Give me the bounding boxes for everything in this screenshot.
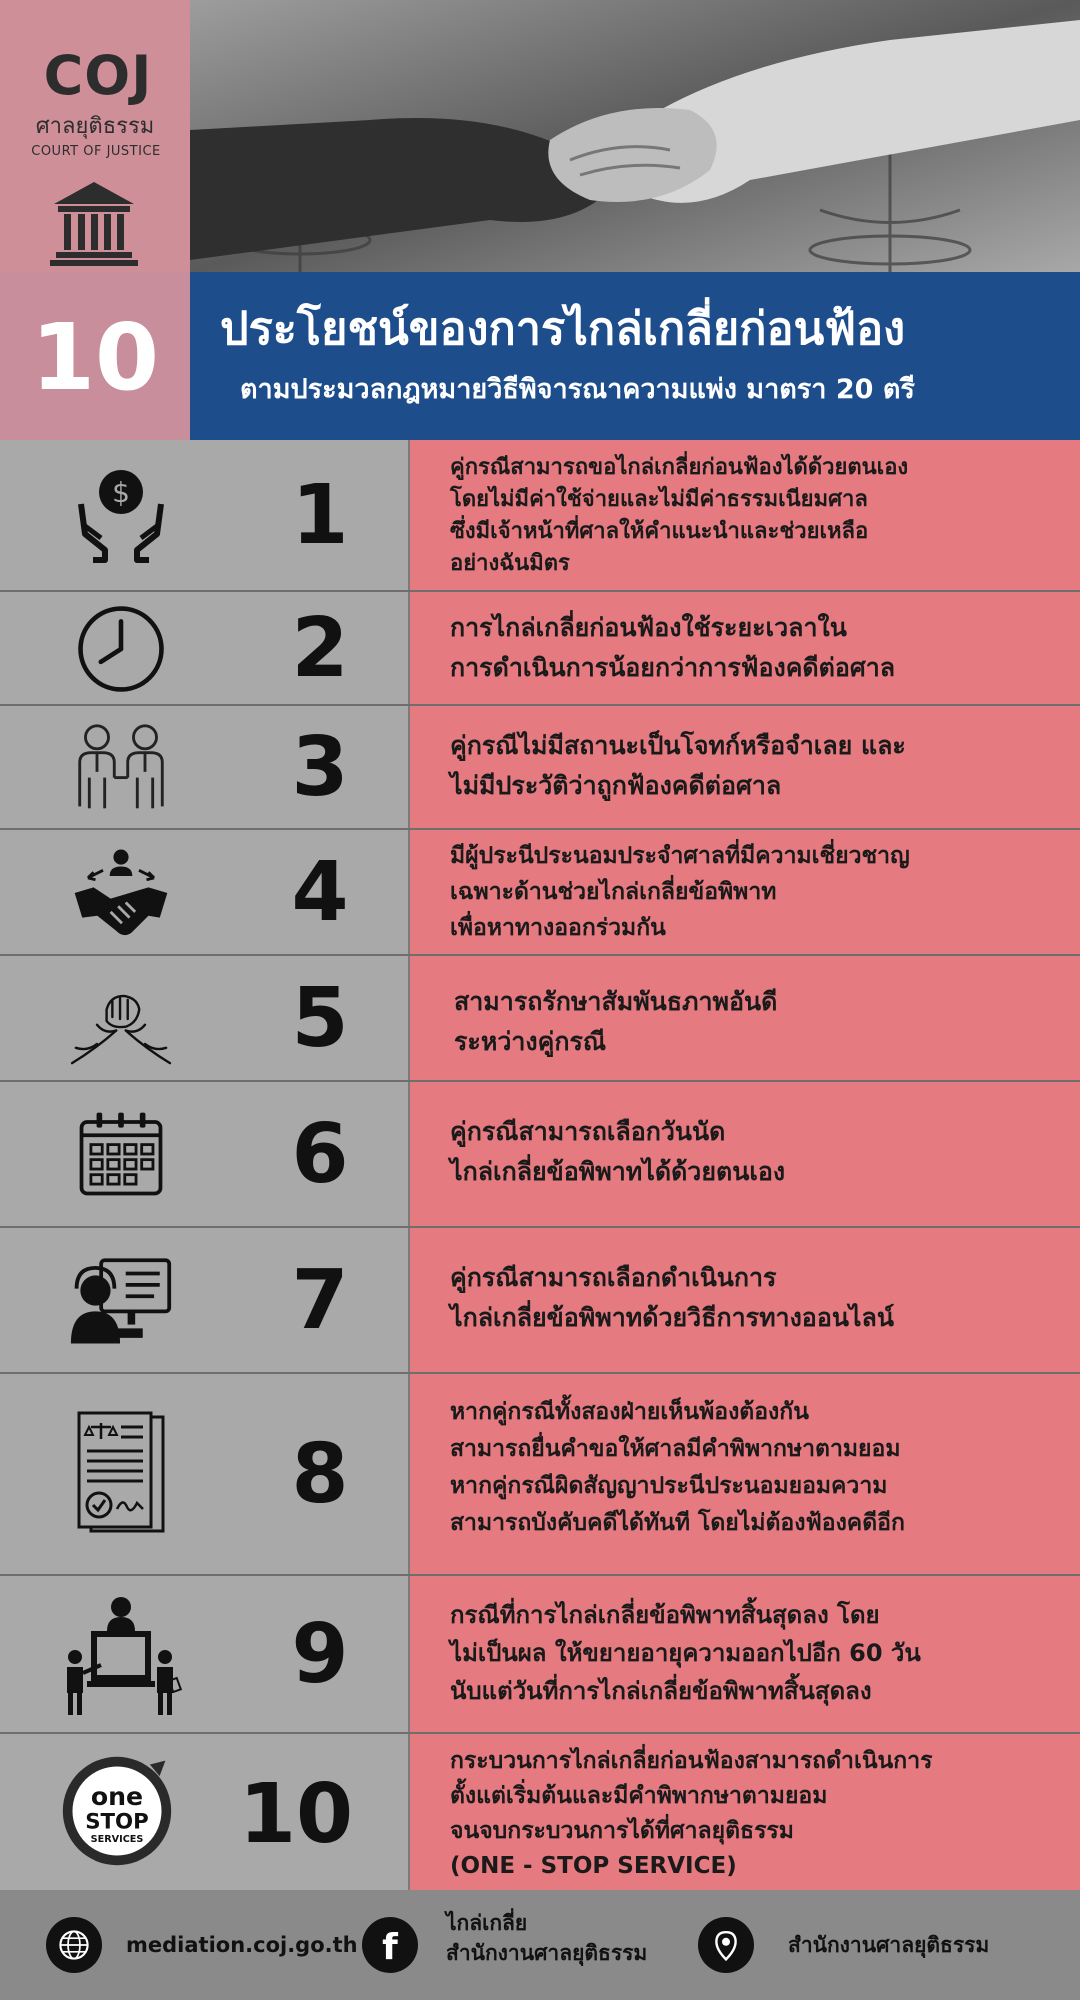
page-title: ประโยชน์ของการไกล่เกลี่ยก่อนฟ้อง [220, 302, 906, 355]
two-people-icon [56, 716, 186, 820]
benefit-number: 10 [238, 1767, 354, 1862]
location-pin-icon [698, 1917, 754, 1973]
benefit-text-cell [410, 592, 1080, 704]
facebook-icon[interactable]: f [362, 1917, 418, 1973]
website-link[interactable]: mediation.coj.go.th [126, 1933, 358, 1957]
benefit-row-4 [0, 830, 1080, 956]
benefit-icon-cell [0, 1228, 410, 1372]
mediator-handshake-icon [56, 840, 186, 946]
office-location[interactable]: สำนักงานศาลยุติธรรม [788, 1933, 990, 1957]
benefit-icon-cell [0, 1374, 410, 1574]
courtroom-icon [56, 1590, 186, 1720]
benefit-text-cell [410, 1228, 1080, 1372]
benefit-number: 2 [291, 601, 349, 696]
benefit-text: คู่กรณีสามารถเลือกวันนัด ไกล่เกลี่ยข้อพิพาทได้ด้วยตนเอง [450, 1117, 786, 1186]
benefit-text-cell [410, 830, 1080, 954]
one-stop-line3: SERVICES [90, 1833, 144, 1845]
benefit-text-cell [410, 706, 1080, 828]
legal-document-icon [56, 1410, 186, 1536]
benefit-text: คู่กรณีสามารถเลือกดำเนินการ ไกล่เกลี่ยข้อพิพาทด้วยวิธีการทางออนไลน์ [450, 1263, 894, 1332]
benefit-icon-cell [0, 440, 410, 590]
calendar-icon [56, 1098, 186, 1210]
online-support-icon [56, 1244, 186, 1356]
benefit-number: 6 [291, 1107, 349, 1202]
benefit-icon-cell [0, 706, 410, 828]
benefit-icon-cell [0, 1082, 410, 1226]
globe-icon [46, 1917, 102, 1973]
handshake-photo [190, 0, 1080, 272]
benefit-number: 7 [291, 1253, 349, 1348]
court-english-name: COURT OF JUSTICE [31, 144, 161, 159]
benefit-icon-cell [0, 592, 410, 704]
benefit-text: มีผู้ประนีประนอมประจำศาลที่มีความเชี่ยวชาญ เฉพาะด้านช่วยไกล่เกลี่ยข้อพิพาท เพื่อหาทางออกร่วมกัน [450, 843, 910, 941]
benefit-text-cell [410, 1374, 1080, 1574]
benefit-text: กระบวนการไกล่เกลี่ยก่อนฟ้องสามารถดำเนินการ ตั้งแต่เริ่มต้นและมีคำพิพากษาตามยอม จนจบกระบวนการได้ที่ศาลยุติธรรม (ONE - STOP SERVICE) [450, 1748, 933, 1879]
benefit-text-cell [410, 1576, 1080, 1732]
benefit-row-10 [0, 1734, 1080, 1890]
benefit-row-7 [0, 1228, 1080, 1374]
courthouse-icon [48, 176, 140, 268]
one-stop-services-icon [52, 1746, 182, 1876]
benefit-row-5 [0, 956, 1080, 1082]
benefit-number: 1 [291, 468, 349, 563]
one-stop-line2: STOP [85, 1809, 149, 1835]
benefit-text: สามารถรักษาสัมพันธภาพอันดี ระหว่างคู่กรณี [454, 987, 778, 1056]
money-hands-icon [56, 454, 186, 574]
benefit-number: 9 [291, 1607, 349, 1702]
svg-text:$: $ [112, 476, 130, 509]
benefit-number: 4 [291, 845, 349, 940]
title-banner [190, 272, 1080, 440]
benefit-text: กรณีที่การไกล่เกลี่ยข้อพิพาทสิ้นสุดลง โดย ไม่เป็นผล ให้ขยายอายุความออกไปอีก 60 วัน นับแต่วันที่การไกล่เกลี่ยข้อพิพาทสิ้นสุดลง [450, 1601, 921, 1705]
benefit-text: คู่กรณีไม่มีสถานะเป็นโจทก์หรือจำเลย และ ไม่มีประวัติว่าถูกฟ้องคดีต่อศาล [450, 731, 906, 800]
facebook-page-name[interactable]: ไกล่เกลี่ย สำนักงานศาลยุติธรรม [446, 1911, 648, 1965]
benefit-number: 8 [291, 1427, 349, 1522]
footer-contacts [0, 1890, 1080, 2000]
benefit-text: การไกล่เกลี่ยก่อนฟ้องใช้ระยะเวลาใน การดำเนินการน้อยกว่าการฟ้องคดีต่อศาล [450, 613, 896, 682]
benefit-icon-cell [0, 830, 410, 954]
benefit-icon-cell [0, 1576, 410, 1732]
court-thai-name: ศาลยุติธรรม [35, 114, 155, 139]
benefit-icon-cell [0, 1734, 410, 1890]
benefit-row-1 [0, 440, 1080, 592]
benefit-text: คู่กรณีสามารถขอไกล่เกลี่ยก่อนฟ้องได้ด้วยตนเอง โดยไม่มีค่าใช้จ่ายและไม่มีค่าธรรมเนียมศาล ซึ่งมีเจ้าหน้าที่ศาลให้คำแนะนำและช่วยเหลือ อย่างฉันมิตร [450, 455, 909, 576]
benefit-row-9 [0, 1576, 1080, 1734]
coj-logo-panel [0, 0, 190, 272]
page-subtitle: ตามประมวลกฎหมายวิธีพิจารณาความแพ่ง มาตรา 20 ตรี [240, 374, 915, 405]
coj-wordmark: COJ [43, 44, 153, 107]
benefit-row-6 [0, 1082, 1080, 1228]
benefit-row-3 [0, 706, 1080, 830]
benefit-text-cell [410, 956, 1080, 1080]
count-badge-number: 10 [30, 304, 160, 411]
one-stop-line1: one [90, 1782, 144, 1812]
benefit-icon-cell [0, 956, 410, 1080]
hero-banner [0, 0, 1080, 272]
clasped-hands-icon [56, 966, 186, 1072]
benefit-number: 5 [291, 971, 349, 1066]
benefit-text-cell [410, 1082, 1080, 1226]
benefit-row-2 [0, 592, 1080, 706]
benefit-text: หากคู่กรณีทั้งสองฝ่ายเห็นพ้องต้องกัน สามารถยื่นคำขอให้ศาลมีคำพิพากษาตามยอม หากคู่กรณีผิดสัญญาประนีประนอมยอมความ สามารถบังคับคดีได้ทันที โดยไม่ต้องฟ้องคดีอีก [450, 1399, 905, 1536]
benefit-text-cell [410, 1734, 1080, 1890]
count-badge [0, 272, 190, 440]
benefit-number: 3 [291, 720, 349, 815]
clock-icon [56, 602, 186, 696]
benefit-text-cell [410, 440, 1080, 590]
benefit-row-8 [0, 1374, 1080, 1576]
